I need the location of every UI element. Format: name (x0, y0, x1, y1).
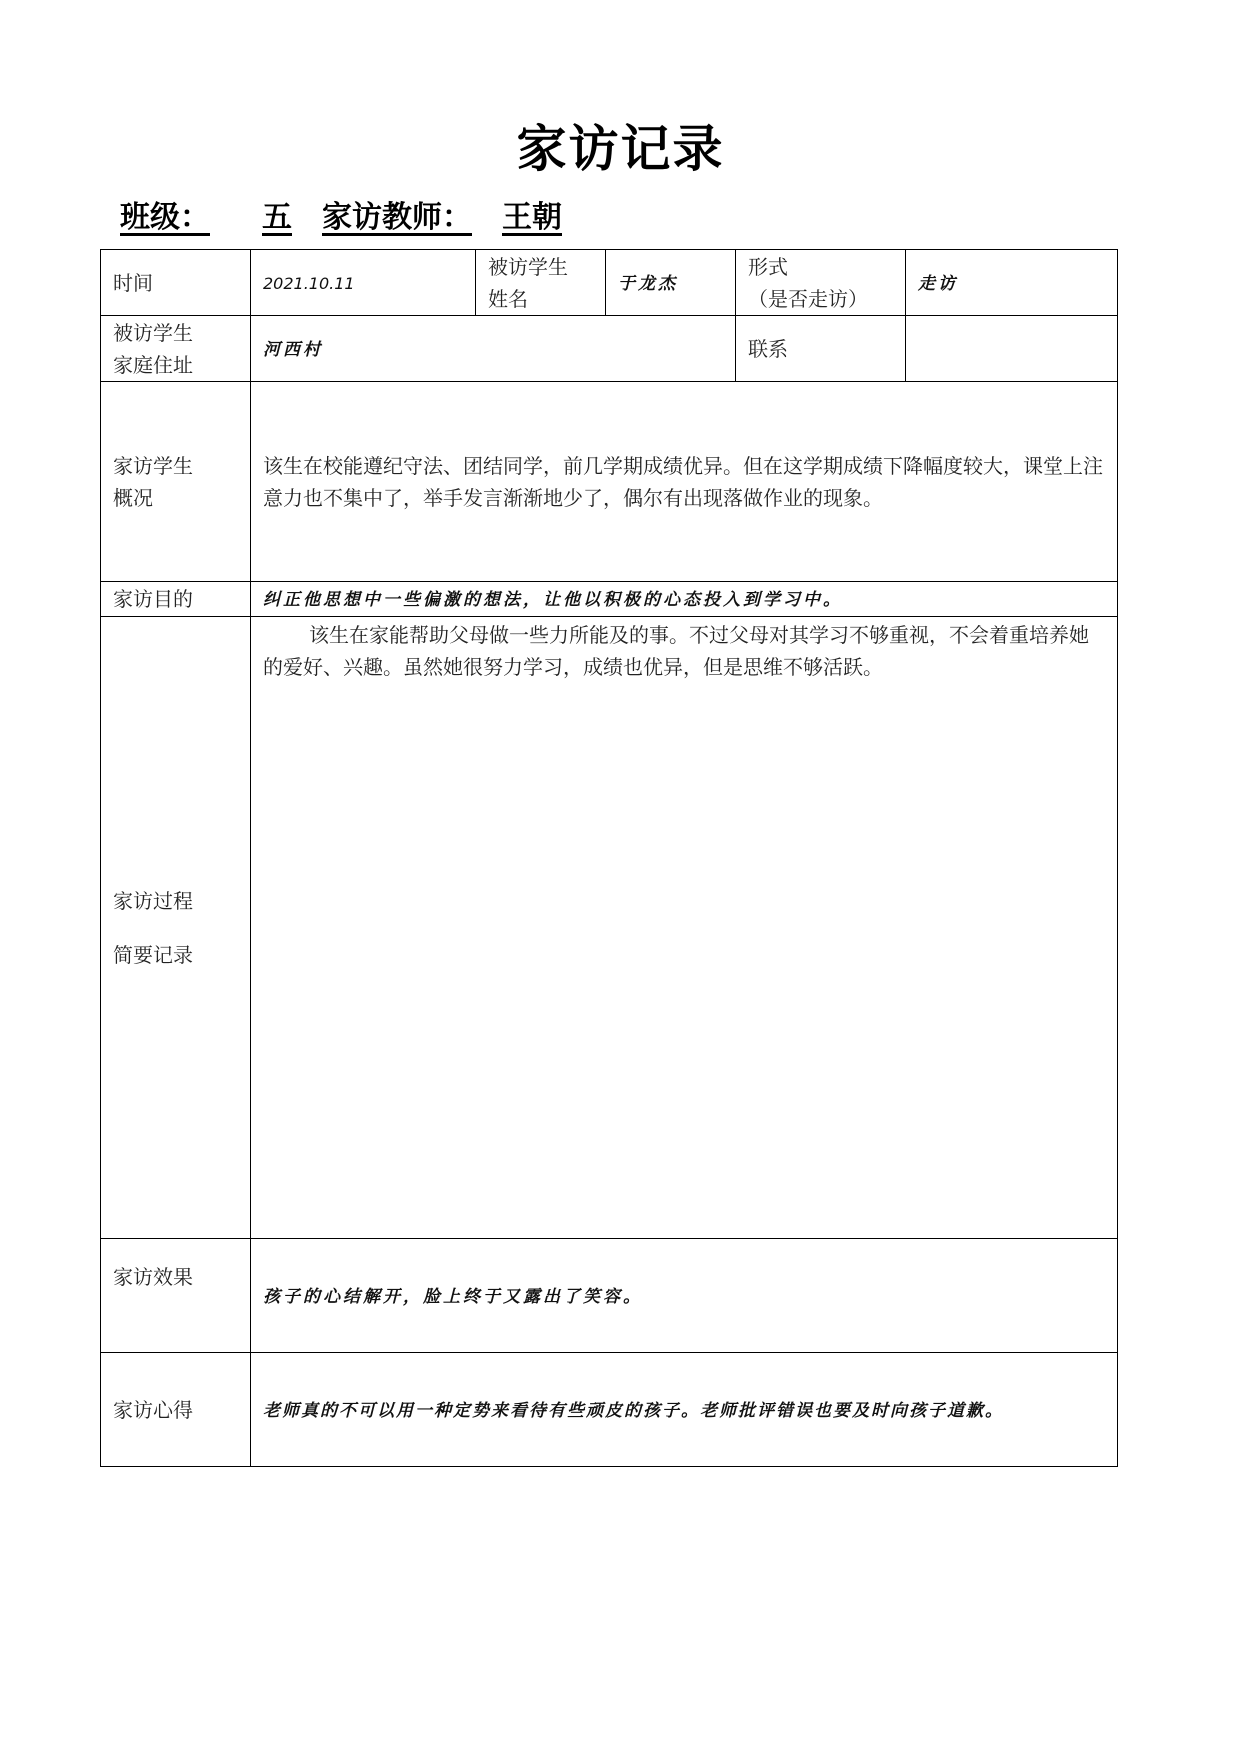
teacher-value: 王朝 (502, 200, 562, 235)
process-label-line1: 家访过程 (113, 888, 193, 913)
contact-value (906, 316, 1118, 382)
effect-label: 家访效果 (101, 1239, 251, 1353)
insight-text: 老师真的不可以用一种定势来看待有些顽皮的孩子。老师批评错误也要及时向孩子道歉。 (263, 1400, 1004, 1421)
student-name-value: 于龙杰 (618, 273, 678, 294)
insight-cell (251, 1353, 1118, 1467)
class-label: 班级： (120, 200, 210, 235)
insight-label: 家访心得 (101, 1353, 251, 1467)
student-name-cell (606, 250, 736, 316)
time-value: 2021.10.11 (263, 273, 355, 293)
time-value-cell (251, 250, 476, 316)
overview-text: 该生在校能遵纪守法、团结同学，前几学期成绩优异。但在这学期成绩下降幅度较大，课堂上注意力也不集中了，举手发言渐渐地少了，偶尔有出现落做作业的现象。 (251, 382, 1118, 582)
overview-label (101, 382, 251, 582)
row-address (101, 316, 1118, 382)
row-effect (101, 1239, 1118, 1353)
address-label-line1: 被访学生 (113, 320, 193, 345)
time-label: 时间 (101, 250, 251, 316)
process-label (101, 617, 251, 1239)
visit-record-table (100, 249, 1118, 1467)
student-name-label-line1: 被访学生 (488, 254, 568, 279)
effect-cell (251, 1239, 1118, 1353)
overview-label-line2: 概况 (113, 485, 153, 510)
overview-label-line1: 家访学生 (113, 453, 193, 478)
address-label (101, 316, 251, 382)
row-purpose (101, 582, 1118, 617)
purpose-cell (251, 582, 1118, 617)
student-name-label (476, 250, 606, 316)
row-overview (101, 382, 1118, 582)
purpose-label: 家访目的 (101, 582, 251, 617)
page-title: 家访记录 (516, 120, 725, 178)
effect-text: 孩子的心结解开，脸上终于又露出了笑容。 (263, 1286, 643, 1307)
row-process (101, 617, 1118, 1239)
address-cell (251, 316, 736, 382)
row-insight (101, 1353, 1118, 1467)
teacher-label: 家访教师： (322, 200, 472, 235)
student-name-label-line2: 姓名 (488, 286, 528, 311)
purpose-text: 纠正他思想中一些偏激的想法，让他以积极的心态投入到学习中。 (263, 590, 843, 610)
visit-form-cell (906, 250, 1118, 316)
visit-form-value: 走访 (918, 273, 958, 294)
class-value: 五 (262, 200, 292, 235)
address-label-line2: 家庭住址 (113, 352, 193, 377)
process-label-line2: 简要记录 (113, 942, 193, 967)
visit-form-label-line2: （是否走访） (748, 286, 868, 311)
row-basic-info (101, 250, 1118, 316)
process-text: 该生在家能帮助父母做一些力所能及的事。不过父母对其学习不够重视，不会着重培养她的爱好、兴趣。虽然她很努力学习，成绩也优异，但是思维不够活跃。 (251, 617, 1118, 1239)
address-value: 河西村 (263, 339, 323, 360)
contact-label: 联系 (736, 316, 906, 382)
visit-form-label (736, 250, 906, 316)
header-line (120, 196, 562, 240)
visit-form-label-line1: 形式 (748, 254, 788, 279)
